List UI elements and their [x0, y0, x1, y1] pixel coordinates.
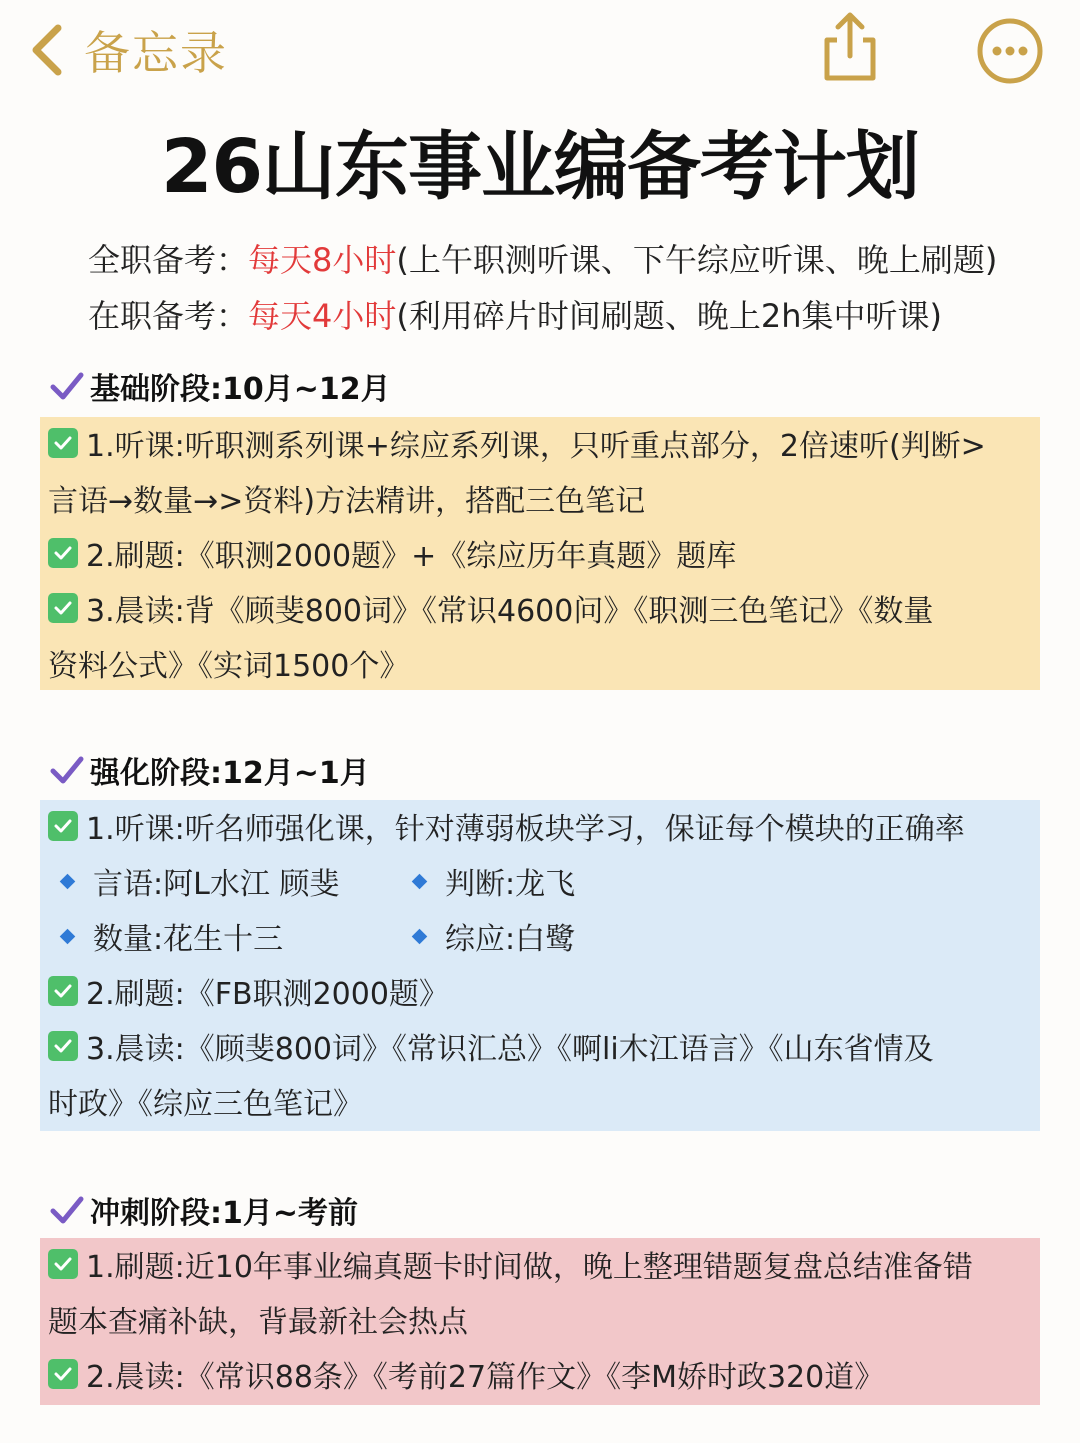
list-item-text: 2.刷题:《FB职测2000题》: [86, 977, 449, 1012]
stage-block-basic: [40, 417, 1040, 690]
list-item-text: 3.晨读:《顾斐800词》《常识汇总》《啊li木江语言》《山东省情及: [86, 1032, 934, 1067]
list-item-text: 1.刷题:近10年事业编真题卡时间做，晚上整理错题复盘总结准备错: [86, 1250, 973, 1285]
list-item: [48, 531, 736, 575]
stage-heading-label: 强化阶段:12月~1月: [90, 756, 370, 791]
list-item: [48, 476, 645, 520]
share-icon: [815, 10, 885, 84]
teacher-text: 判断:龙飞: [445, 867, 576, 902]
back-button[interactable]: [26, 18, 228, 82]
stage-heading-label: 基础阶段:10月~12月: [90, 372, 391, 407]
stage-heading-sprint: [50, 1188, 358, 1232]
teacher-item: [48, 914, 283, 958]
intro: [88, 232, 997, 344]
list-item: [48, 1024, 934, 1068]
fulltime-label: 全职备考：: [88, 241, 249, 279]
list-item: [48, 1352, 884, 1396]
list-item-text: 言语→数量→>资料)方法精讲，搭配三色笔记: [48, 484, 646, 519]
share-button[interactable]: [815, 10, 885, 84]
checkbox-icon: [48, 1359, 78, 1389]
stage-heading-label: 冲刺阶段:1月~考前: [90, 1196, 359, 1231]
parttime-row: [88, 288, 997, 344]
more-icon: [975, 16, 1045, 86]
back-label: 备忘录: [84, 26, 228, 80]
stage-heading-basic: [50, 364, 391, 408]
list-item: [48, 969, 449, 1013]
list-item: [48, 804, 965, 848]
teacher-item: [400, 914, 575, 958]
checkbox-icon: [48, 593, 78, 623]
fulltime-row: [88, 232, 997, 288]
teacher-text: 言语:阿L水江 顾斐: [93, 867, 340, 902]
list-item-text: 时政》《综应三色笔记》: [48, 1087, 363, 1122]
fulltime-detail: (上午职测听课、下午综应听课、晚上刷题): [396, 241, 998, 279]
list-item: [48, 421, 986, 465]
checkbox-icon: [48, 1031, 78, 1061]
list-item-text: 资料公式》《实词1500个》: [48, 649, 410, 684]
list-item-text: 2.晨读:《常识88条》《考前27篇作文》《李M娇时政320道》: [86, 1360, 885, 1395]
teacher-text: 数量:花生十三: [93, 922, 284, 957]
list-item: [48, 641, 409, 685]
chevron-left-icon: [26, 22, 66, 78]
teacher-item: [48, 859, 339, 903]
list-item-text: 3.晨读:背《顾斐800词》《常识4600问》《职测三色笔记》《数量: [86, 594, 934, 629]
checkbox-icon: [48, 428, 78, 458]
list-item: [48, 1079, 363, 1123]
checkmark-icon: [50, 371, 84, 401]
top-bar: [0, 0, 1080, 100]
fulltime-hours: 每天8小时: [248, 241, 397, 279]
list-item: [48, 586, 933, 630]
list-item: [48, 1242, 973, 1286]
checkbox-icon: [48, 811, 78, 841]
page-title: 26山东事业编备考计划: [161, 124, 919, 210]
diamond-bullet-icon: [412, 873, 428, 889]
parttime-detail: (利用碎片时间刷题、晚上2h集中听课): [396, 297, 943, 335]
checkmark-icon: [50, 755, 84, 785]
teacher-item: [400, 859, 575, 903]
stage-block-sprint: [40, 1238, 1040, 1405]
stage-heading-strengthen: [50, 748, 370, 792]
list-item-text: 题本查痛补缺，背最新社会热点: [48, 1305, 468, 1340]
list-item: [48, 1297, 468, 1341]
teacher-text: 综应:白鹭: [445, 922, 576, 957]
diamond-bullet-icon: [412, 928, 428, 944]
list-item-text: 2.刷题:《职测2000题》+《综应历年真题》题库: [86, 539, 737, 574]
diamond-bullet-icon: [60, 873, 76, 889]
parttime-label: 在职备考：: [88, 297, 249, 335]
stage-block-strengthen: [40, 800, 1040, 1131]
checkbox-icon: [48, 1249, 78, 1279]
list-item-text: 1.听课:听职测系列课+综应系列课，只听重点部分，2倍速听(判断>: [86, 429, 986, 464]
diamond-bullet-icon: [60, 928, 76, 944]
parttime-hours: 每天4小时: [248, 297, 397, 335]
checkmark-icon: [50, 1195, 84, 1225]
checkbox-icon: [48, 538, 78, 568]
list-item-text: 1.听课:听名师强化课，针对薄弱板块学习，保证每个模块的正确率: [86, 812, 965, 847]
checkbox-icon: [48, 976, 78, 1006]
more-button[interactable]: [975, 16, 1045, 86]
